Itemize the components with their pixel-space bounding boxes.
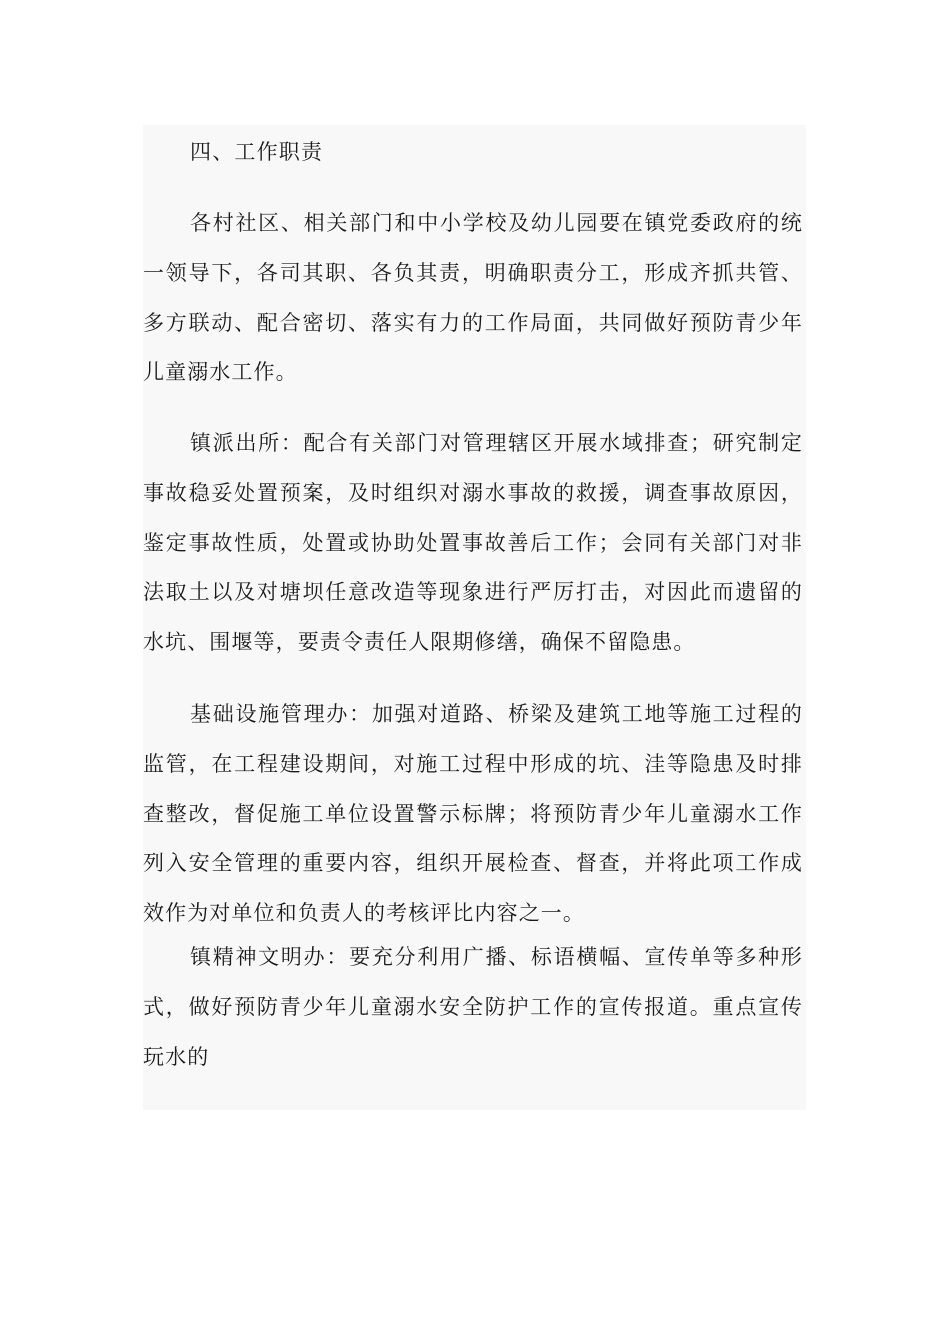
paragraph-general-duties: 各村社区、相关部门和中小学校及幼儿园要在镇党委政府的统一领导下，各司其职、各负其责，明确职责分工，形成齐抓共管、多方联动、配合密切、落实有力的工作局面，共同做好预防青少年儿童溺水工作。 xyxy=(143,211,803,385)
section-heading: 四、工作职责 xyxy=(190,140,324,164)
paragraph-civilization-office: 镇精神文明办：要充分利用广播、标语横幅、宣传单等多种形式，做好预防青少年儿童溺水安全防护工作的宣传报道。重点宣传玩水的 xyxy=(143,945,803,1069)
paragraph-police-station: 镇派出所：配合有关部门对管理辖区开展水域排查；研究制定事故稳妥处置预案，及时组织对溺水事故的救援，调查事故原因，鉴定事故性质，处置或协助处置事故善后工作；会同有关部门对非法取土以及对塘坝任意改造等现象进行严厉打击，对因此而遗留的水坑、围堰等，要责令责任人限期修缮，确保不留隐患。 xyxy=(143,431,803,655)
paragraph-infrastructure-office: 基础设施管理办：加强对道路、桥梁及建筑工地等施工过程的监管，在工程建设期间，对施工过程中形成的坑、洼等隐患及时排查整改，督促施工单位设置警示标牌；将预防青少年儿童溺水工作列入安全管理的重要内容，组织开展检查、督查，并将此项工作成效作为对单位和负责人的考核评比内容之一。 xyxy=(143,702,803,926)
